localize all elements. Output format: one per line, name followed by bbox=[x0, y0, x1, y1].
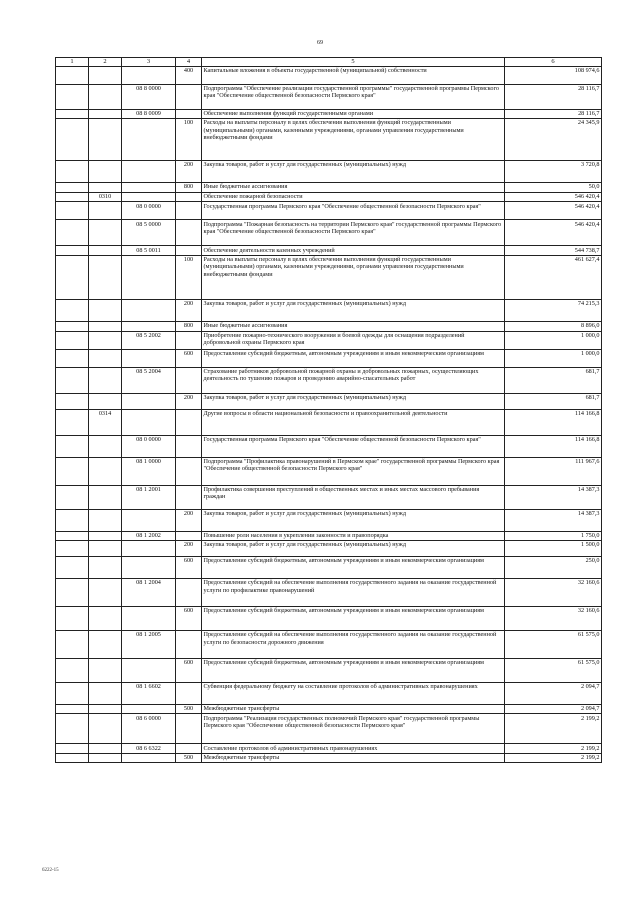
table-row bbox=[56, 192, 602, 201]
table-row bbox=[56, 556, 602, 578]
amount-cell: 546 420,4 bbox=[505, 202, 602, 220]
amount-cell: 250,0 bbox=[505, 556, 602, 578]
subsection-code-cell bbox=[89, 118, 122, 160]
description-cell: Предоставление субсидий бюджетным, автономным учреждениям и иным некоммерческим организациям bbox=[202, 556, 505, 578]
target-article-cell bbox=[122, 192, 176, 201]
subsection-code-cell bbox=[89, 255, 122, 299]
expense-type-cell bbox=[176, 246, 202, 255]
target-article-cell bbox=[122, 66, 176, 84]
amount-cell: 114 166,8 bbox=[505, 409, 602, 435]
description-cell: Приобретение пожарно-технического вооружения и боевой одежды для оснащения подразделений добровольной охраны Пермского края bbox=[202, 331, 505, 349]
amount-cell: 114 166,8 bbox=[505, 435, 602, 457]
section-code-cell bbox=[56, 255, 89, 299]
description-cell: Другие вопросы в области национальной безопасности и правоохранительной деятельности bbox=[202, 409, 505, 435]
expense-type-cell bbox=[176, 682, 202, 704]
section-code-cell bbox=[56, 331, 89, 349]
description-cell: Профилактика совершения преступлений в общественных местах и иных местах массового пребывания граждан bbox=[202, 485, 505, 509]
target-article-cell bbox=[122, 299, 176, 321]
section-code-cell bbox=[56, 606, 89, 630]
section-code-cell bbox=[56, 704, 89, 713]
table-row bbox=[56, 109, 602, 118]
expense-type-cell bbox=[176, 331, 202, 349]
table-row bbox=[56, 704, 602, 713]
section-code-cell bbox=[56, 457, 89, 485]
subsection-code-cell bbox=[89, 457, 122, 485]
header-col-6: 6 bbox=[505, 58, 602, 67]
expense-type-cell bbox=[176, 192, 202, 201]
table-row bbox=[56, 682, 602, 704]
section-code-cell bbox=[56, 393, 89, 409]
header-col-3: 3 bbox=[122, 58, 176, 67]
section-code-cell bbox=[56, 485, 89, 509]
target-article-cell bbox=[122, 160, 176, 182]
target-article-cell bbox=[122, 118, 176, 160]
expense-type-cell: 600 bbox=[176, 606, 202, 630]
subsection-code-cell bbox=[89, 485, 122, 509]
subsection-code-cell bbox=[89, 66, 122, 84]
table-row bbox=[56, 393, 602, 409]
expense-type-cell: 100 bbox=[176, 255, 202, 299]
table-row bbox=[56, 714, 602, 744]
expense-type-cell: 600 bbox=[176, 658, 202, 682]
expense-type-cell: 200 bbox=[176, 509, 202, 531]
description-cell: Предоставление субсидий на обеспечение выполнения государственного задания на оказание государственной услуги по безопасности дорожного движения bbox=[202, 630, 505, 658]
section-code-cell bbox=[56, 118, 89, 160]
table-row bbox=[56, 531, 602, 540]
target-article-cell bbox=[122, 255, 176, 299]
amount-cell: 28 116,7 bbox=[505, 109, 602, 118]
target-article-cell: 08 6 6322 bbox=[122, 744, 176, 753]
table-row bbox=[56, 321, 602, 331]
section-code-cell bbox=[56, 84, 89, 109]
amount-cell: 2 199,2 bbox=[505, 753, 602, 762]
section-code-cell bbox=[56, 321, 89, 331]
expense-type-cell: 800 bbox=[176, 321, 202, 331]
expense-type-cell bbox=[176, 367, 202, 393]
section-code-cell bbox=[56, 714, 89, 744]
target-article-cell: 08 6 0000 bbox=[122, 714, 176, 744]
table-row bbox=[56, 753, 602, 762]
description-cell: Капитальные вложения в объекты государственной (муниципальной) собственности bbox=[202, 66, 505, 84]
table-row bbox=[56, 485, 602, 509]
section-code-cell bbox=[56, 630, 89, 658]
description-cell: Расходы на выплаты персоналу в целях обеспечения выполнения функций государственными (муниципальными) органами, казенными учреждениями, органами управления государственными внебюджетными фондами bbox=[202, 118, 505, 160]
description-cell: Закупка товаров, работ и услуг для государственных (муниципальных) нужд bbox=[202, 393, 505, 409]
table-row bbox=[56, 182, 602, 192]
subsection-code-cell bbox=[89, 435, 122, 457]
section-code-cell bbox=[56, 531, 89, 540]
subsection-code-cell: 0314 bbox=[89, 409, 122, 435]
expense-type-cell bbox=[176, 409, 202, 435]
section-code-cell bbox=[56, 246, 89, 255]
description-cell: Подпрограмма "Профилактика правонарушений в Пермском крае" государственной программы Пермского края "Обеспечение общественной безопасности Пермского края" bbox=[202, 457, 505, 485]
expense-type-cell: 200 bbox=[176, 393, 202, 409]
description-cell: Расходы на выплаты персоналу в целях обеспечения выполнения функций государственными (муниципальными) органами, казенными учреждениями, органами управления государственными внебюджетными фондами bbox=[202, 255, 505, 299]
description-cell: Подпрограмма "Реализация государственных полномочий Пермского края" государственной программы Пермского края "Обеспечение общественной безопасности Пермского края" bbox=[202, 714, 505, 744]
table-row bbox=[56, 255, 602, 299]
section-code-cell bbox=[56, 682, 89, 704]
subsection-code-cell bbox=[89, 321, 122, 331]
budget-table bbox=[55, 57, 602, 763]
amount-cell: 111 967,6 bbox=[505, 457, 602, 485]
section-code-cell bbox=[56, 202, 89, 220]
section-code-cell bbox=[56, 540, 89, 556]
amount-cell: 546 420,4 bbox=[505, 192, 602, 201]
description-cell: Предоставление субсидий бюджетным, автономным учреждениям и иным некоммерческим организациям bbox=[202, 606, 505, 630]
subsection-code-cell bbox=[89, 299, 122, 321]
description-cell: Предоставление субсидий бюджетным, автономным учреждениям и иным некоммерческим организациям bbox=[202, 349, 505, 367]
target-article-cell: 08 0 0000 bbox=[122, 435, 176, 457]
amount-cell: 2 094,7 bbox=[505, 682, 602, 704]
description-cell: Повышение роли населения в укреплении законности и правопорядка bbox=[202, 531, 505, 540]
amount-cell: 544 738,7 bbox=[505, 246, 602, 255]
subsection-code-cell bbox=[89, 509, 122, 531]
description-cell: Предоставление субсидий бюджетным, автономным учреждениям и иным некоммерческим организациям bbox=[202, 658, 505, 682]
target-article-cell bbox=[122, 753, 176, 762]
expense-type-cell bbox=[176, 744, 202, 753]
subsection-code-cell bbox=[89, 606, 122, 630]
target-article-cell: 08 0 0000 bbox=[122, 202, 176, 220]
amount-cell: 2 199,2 bbox=[505, 744, 602, 753]
subsection-code-cell bbox=[89, 367, 122, 393]
target-article-cell: 08 1 2005 bbox=[122, 630, 176, 658]
table-row bbox=[56, 118, 602, 160]
subsection-code-cell bbox=[89, 182, 122, 192]
description-cell: Государственная программа Пермского края "Обеспечение общественной безопасности Пермского края" bbox=[202, 202, 505, 220]
description-cell: Закупка товаров, работ и услуг для государственных (муниципальных) нужд bbox=[202, 299, 505, 321]
header-col-5: 5 bbox=[202, 58, 505, 67]
target-article-cell: 08 1 2001 bbox=[122, 485, 176, 509]
description-cell: Составление протоколов об административных правонарушениях bbox=[202, 744, 505, 753]
target-article-cell: 08 5 2004 bbox=[122, 367, 176, 393]
subsection-code-cell bbox=[89, 714, 122, 744]
table-row bbox=[56, 409, 602, 435]
subsection-code-cell bbox=[89, 393, 122, 409]
amount-cell: 2 199,2 bbox=[505, 714, 602, 744]
description-cell: Государственная программа Пермского края "Обеспечение общественной безопасности Пермского края" bbox=[202, 435, 505, 457]
target-article-cell: 08 1 6602 bbox=[122, 682, 176, 704]
amount-cell: 546 420,4 bbox=[505, 220, 602, 246]
description-cell: Межбюджетные трансферты bbox=[202, 753, 505, 762]
table-row bbox=[56, 457, 602, 485]
section-code-cell bbox=[56, 192, 89, 201]
table-row bbox=[56, 160, 602, 182]
header-col-2: 2 bbox=[89, 58, 122, 67]
description-cell: Подпрограмма "Обеспечение реализации государственной программы" государственной программы Пермского края "Обеспечение общественной безопасности Пермского края" bbox=[202, 84, 505, 109]
expense-type-cell bbox=[176, 202, 202, 220]
description-cell: Страхование работников добровольной пожарной охраны и добровольных пожарных, осуществляющих деятельность по тушению пожаров и проведению аварийно-спасательных работ bbox=[202, 367, 505, 393]
description-cell: Обеспечение деятельности казенных учреждений bbox=[202, 246, 505, 255]
target-article-cell: 08 1 0000 bbox=[122, 457, 176, 485]
expense-type-cell bbox=[176, 578, 202, 606]
section-code-cell bbox=[56, 578, 89, 606]
section-code-cell bbox=[56, 299, 89, 321]
table-row bbox=[56, 744, 602, 753]
amount-cell: 8 896,0 bbox=[505, 321, 602, 331]
amount-cell: 61 575,0 bbox=[505, 658, 602, 682]
amount-cell: 1 500,0 bbox=[505, 540, 602, 556]
description-cell: Межбюджетные трансферты bbox=[202, 704, 505, 713]
table-row bbox=[56, 299, 602, 321]
table-row bbox=[56, 246, 602, 255]
table-row bbox=[56, 509, 602, 531]
target-article-cell: 08 8 0000 bbox=[122, 84, 176, 109]
expense-type-cell: 600 bbox=[176, 556, 202, 578]
section-code-cell bbox=[56, 109, 89, 118]
description-cell: Закупка товаров, работ и услуг для государственных (муниципальных) нужд bbox=[202, 540, 505, 556]
document-code: 6222-15 bbox=[42, 868, 59, 873]
target-article-cell bbox=[122, 349, 176, 367]
expense-type-cell: 200 bbox=[176, 540, 202, 556]
section-code-cell bbox=[56, 509, 89, 531]
amount-cell: 32 160,6 bbox=[505, 606, 602, 630]
subsection-code-cell bbox=[89, 704, 122, 713]
section-code-cell bbox=[56, 556, 89, 578]
expense-type-cell bbox=[176, 220, 202, 246]
description-cell: Закупка товаров, работ и услуг для государственных (муниципальных) нужд bbox=[202, 509, 505, 531]
section-code-cell bbox=[56, 753, 89, 762]
amount-cell: 61 575,0 bbox=[505, 630, 602, 658]
table-row bbox=[56, 435, 602, 457]
subsection-code-cell bbox=[89, 682, 122, 704]
description-cell: Предоставление субсидий на обеспечение выполнения государственного задания на оказание государственной услуги по профилактике правонарушений bbox=[202, 578, 505, 606]
section-code-cell bbox=[56, 66, 89, 84]
amount-cell: 24 345,9 bbox=[505, 118, 602, 160]
target-article-cell bbox=[122, 704, 176, 713]
expense-type-cell bbox=[176, 714, 202, 744]
amount-cell: 461 627,4 bbox=[505, 255, 602, 299]
expense-type-cell: 500 bbox=[176, 753, 202, 762]
section-code-cell bbox=[56, 435, 89, 457]
expense-type-cell bbox=[176, 630, 202, 658]
amount-cell: 74 215,3 bbox=[505, 299, 602, 321]
expense-type-cell: 600 bbox=[176, 349, 202, 367]
section-code-cell bbox=[56, 349, 89, 367]
target-article-cell bbox=[122, 182, 176, 192]
expense-type-cell bbox=[176, 531, 202, 540]
expense-type-cell: 500 bbox=[176, 704, 202, 713]
table-header-row bbox=[56, 58, 602, 67]
section-code-cell bbox=[56, 658, 89, 682]
subsection-code-cell: 0310 bbox=[89, 192, 122, 201]
expense-type-cell bbox=[176, 109, 202, 118]
subsection-code-cell bbox=[89, 658, 122, 682]
target-article-cell: 08 5 0011 bbox=[122, 246, 176, 255]
description-cell: Иные бюджетные ассигнования bbox=[202, 182, 505, 192]
section-code-cell bbox=[56, 160, 89, 182]
table-row bbox=[56, 331, 602, 349]
table-row bbox=[56, 578, 602, 606]
description-cell: Субвенция федеральному бюджету на составление протоколов об административных правонарушениях bbox=[202, 682, 505, 704]
subsection-code-cell bbox=[89, 331, 122, 349]
amount-cell: 681,7 bbox=[505, 367, 602, 393]
amount-cell: 681,7 bbox=[505, 393, 602, 409]
section-code-cell bbox=[56, 182, 89, 192]
subsection-code-cell bbox=[89, 202, 122, 220]
target-article-cell bbox=[122, 409, 176, 435]
expense-type-cell: 200 bbox=[176, 160, 202, 182]
header-col-4: 4 bbox=[176, 58, 202, 67]
amount-cell: 14 387,3 bbox=[505, 509, 602, 531]
target-article-cell bbox=[122, 540, 176, 556]
target-article-cell bbox=[122, 606, 176, 630]
expense-type-cell: 200 bbox=[176, 299, 202, 321]
subsection-code-cell bbox=[89, 160, 122, 182]
expense-type-cell: 100 bbox=[176, 118, 202, 160]
section-code-cell bbox=[56, 744, 89, 753]
table-row bbox=[56, 220, 602, 246]
section-code-cell bbox=[56, 367, 89, 393]
subsection-code-cell bbox=[89, 531, 122, 540]
expense-type-cell bbox=[176, 435, 202, 457]
page-number: 69 bbox=[317, 40, 323, 46]
amount-cell: 108 974,6 bbox=[505, 66, 602, 84]
table-row bbox=[56, 202, 602, 220]
amount-cell: 28 116,7 bbox=[505, 84, 602, 109]
amount-cell: 1 750,0 bbox=[505, 531, 602, 540]
description-cell: Подпрограмма "Пожарная безопасность на территории Пермского края" государственной программы Пермского края "Обеспечение общественной безопасности Пермского края" bbox=[202, 220, 505, 246]
table-row bbox=[56, 84, 602, 109]
table-row bbox=[56, 66, 602, 84]
expense-type-cell: 800 bbox=[176, 182, 202, 192]
subsection-code-cell bbox=[89, 84, 122, 109]
description-cell: Обеспечение пожарной безопасности bbox=[202, 192, 505, 201]
subsection-code-cell bbox=[89, 630, 122, 658]
expense-type-cell: 400 bbox=[176, 66, 202, 84]
header-col-1: 1 bbox=[56, 58, 89, 67]
subsection-code-cell bbox=[89, 753, 122, 762]
target-article-cell: 08 8 0009 bbox=[122, 109, 176, 118]
target-article-cell: 08 5 2002 bbox=[122, 331, 176, 349]
subsection-code-cell bbox=[89, 744, 122, 753]
expense-type-cell bbox=[176, 84, 202, 109]
expense-type-cell bbox=[176, 457, 202, 485]
expense-type-cell bbox=[176, 485, 202, 509]
subsection-code-cell bbox=[89, 109, 122, 118]
subsection-code-cell bbox=[89, 220, 122, 246]
subsection-code-cell bbox=[89, 578, 122, 606]
target-article-cell bbox=[122, 393, 176, 409]
amount-cell: 3 720,8 bbox=[505, 160, 602, 182]
target-article-cell bbox=[122, 321, 176, 331]
table-row bbox=[56, 349, 602, 367]
target-article-cell: 08 1 2004 bbox=[122, 578, 176, 606]
description-cell: Закупка товаров, работ и услуг для государственных (муниципальных) нужд bbox=[202, 160, 505, 182]
description-cell: Обеспечение выполнения функций государственными органами bbox=[202, 109, 505, 118]
amount-cell: 32 160,6 bbox=[505, 578, 602, 606]
target-article-cell bbox=[122, 556, 176, 578]
amount-cell: 1 000,0 bbox=[505, 349, 602, 367]
table-row bbox=[56, 540, 602, 556]
target-article-cell: 08 5 0000 bbox=[122, 220, 176, 246]
table-row bbox=[56, 367, 602, 393]
amount-cell: 1 000,0 bbox=[505, 331, 602, 349]
description-cell: Иные бюджетные ассигнования bbox=[202, 321, 505, 331]
amount-cell: 2 094,7 bbox=[505, 704, 602, 713]
section-code-cell bbox=[56, 220, 89, 246]
target-article-cell bbox=[122, 509, 176, 531]
table-row bbox=[56, 658, 602, 682]
table-row bbox=[56, 606, 602, 630]
target-article-cell: 08 1 2002 bbox=[122, 531, 176, 540]
subsection-code-cell bbox=[89, 540, 122, 556]
amount-cell: 50,0 bbox=[505, 182, 602, 192]
table-row bbox=[56, 630, 602, 658]
subsection-code-cell bbox=[89, 246, 122, 255]
subsection-code-cell bbox=[89, 349, 122, 367]
section-code-cell bbox=[56, 409, 89, 435]
target-article-cell bbox=[122, 658, 176, 682]
subsection-code-cell bbox=[89, 556, 122, 578]
amount-cell: 14 387,3 bbox=[505, 485, 602, 509]
